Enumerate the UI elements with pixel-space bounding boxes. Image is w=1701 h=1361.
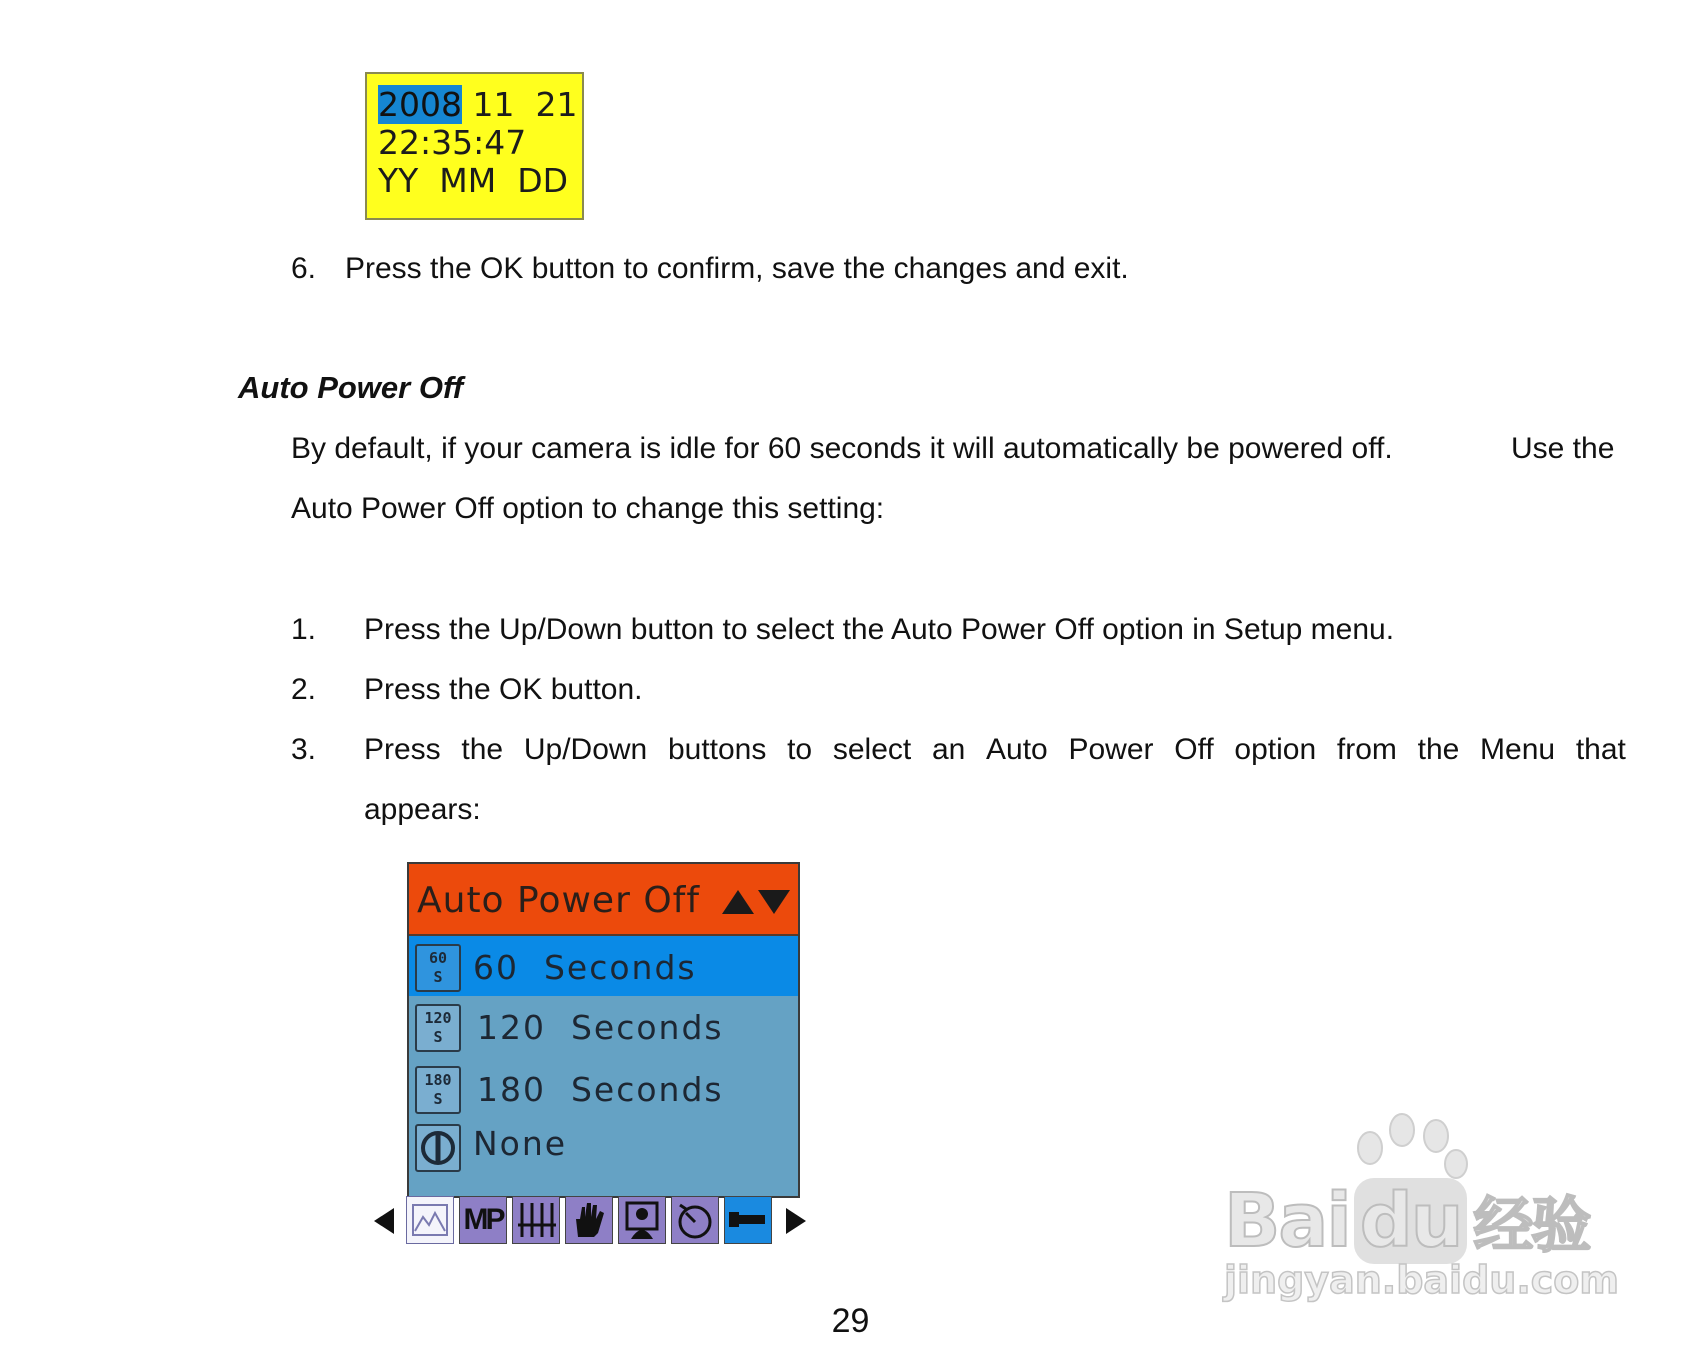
option-label: 60 Seconds <box>473 948 697 987</box>
lcd-date-row <box>378 86 582 124</box>
intro-line-1-end: Use the <box>1511 432 1615 465</box>
step-3-word: an <box>931 733 966 766</box>
menu-title-bar <box>409 864 798 936</box>
step-3-word: to <box>787 733 813 766</box>
step-1-number: 1. <box>291 613 317 646</box>
step-3-word: select <box>832 733 912 766</box>
left-arrow-icon[interactable] <box>372 1206 396 1236</box>
step-3-text <box>364 732 1626 768</box>
step-3-word: that <box>1575 733 1626 766</box>
image-tab-icon[interactable] <box>406 1196 454 1244</box>
step-2-text: Press the OK button. <box>364 673 643 706</box>
step-3-word: Press <box>364 733 441 766</box>
watermark-cn: 经验 <box>1473 1191 1590 1261</box>
lcd-month-day: 11 21 <box>461 85 578 124</box>
step-3-number: 3. <box>291 733 317 766</box>
step-2-number: 2. <box>291 673 317 706</box>
lcd-format: YY MM DD <box>378 161 569 200</box>
menu-tab-bar <box>370 1196 850 1252</box>
power-icon <box>415 1124 461 1172</box>
step-3-word: the <box>461 733 504 766</box>
self-timer-tab-icon[interactable] <box>671 1196 719 1244</box>
megapixel-tab-icon[interactable]: MP <box>459 1196 507 1244</box>
step-6-text: Press the OK button to confirm, save the changes and exit. <box>345 252 1129 285</box>
icon-unit: S <box>433 1090 443 1108</box>
face-detect-tab-icon[interactable] <box>618 1196 666 1244</box>
step-6-number: 6. <box>291 252 317 285</box>
icon-value: 180 <box>424 1071 452 1089</box>
intro-line-2: Auto Power Off option to change this setting: <box>291 492 885 525</box>
option-180-seconds[interactable] <box>409 1058 798 1118</box>
step-1-text: Press the Up/Down button to select the Auto Power Off option in Setup menu. <box>364 613 1395 646</box>
stabilizer-tab-icon[interactable] <box>565 1196 613 1244</box>
option-label: 120 Seconds <box>477 1008 724 1047</box>
timer-60-icon <box>415 944 461 992</box>
step-3-word: Auto <box>986 733 1048 766</box>
option-label: None <box>473 1124 568 1163</box>
step-3-text-cont: appears: <box>364 793 481 826</box>
step-3-word: from <box>1336 733 1397 766</box>
option-60-seconds[interactable] <box>409 936 798 996</box>
timer-120-icon <box>415 1004 461 1052</box>
watermark-brand-bai: Bai <box>1224 1178 1350 1264</box>
up-down-arrows-icon <box>720 886 792 916</box>
icon-value: 60 <box>428 949 448 967</box>
intro-line-1: By default, if your camera is idle for 60 seconds it will automatically be powered off. <box>291 432 1393 465</box>
option-label: 180 Seconds <box>477 1070 724 1109</box>
auto-power-off-menu <box>407 862 800 1198</box>
lcd-time: 22:35:47 <box>378 123 527 162</box>
white-balance-tab-icon[interactable] <box>512 1196 560 1244</box>
step-3-word: Power <box>1068 733 1154 766</box>
date-time-lcd <box>365 72 584 220</box>
page-number: 29 <box>831 1302 870 1340</box>
step-3-word: Off <box>1174 733 1214 766</box>
icon-unit: S <box>433 968 443 986</box>
step-3-word: option <box>1234 733 1317 766</box>
baidu-watermark <box>1212 1108 1622 1308</box>
icon-value: 120 <box>424 1009 452 1027</box>
timer-180-icon <box>415 1066 461 1114</box>
step-3-word: buttons <box>667 733 767 766</box>
step-3-word: Menu <box>1480 733 1556 766</box>
setup-tab-icon[interactable] <box>724 1196 772 1244</box>
step-3-word: Up/Down <box>523 733 648 766</box>
option-none[interactable] <box>409 1116 798 1176</box>
right-arrow-icon[interactable] <box>784 1206 808 1236</box>
watermark-brand <box>1224 1178 1589 1264</box>
option-120-seconds[interactable] <box>409 996 798 1056</box>
section-heading: Auto Power Off <box>238 370 464 405</box>
lcd-year: 2008 <box>378 85 462 124</box>
watermark-url: jingyan.baidu.com <box>1224 1258 1619 1302</box>
watermark-brand-du: du <box>1354 1178 1468 1264</box>
icon-unit: S <box>433 1028 443 1046</box>
menu-title: Auto Power Off <box>417 880 700 921</box>
step-3-word: the <box>1417 733 1460 766</box>
